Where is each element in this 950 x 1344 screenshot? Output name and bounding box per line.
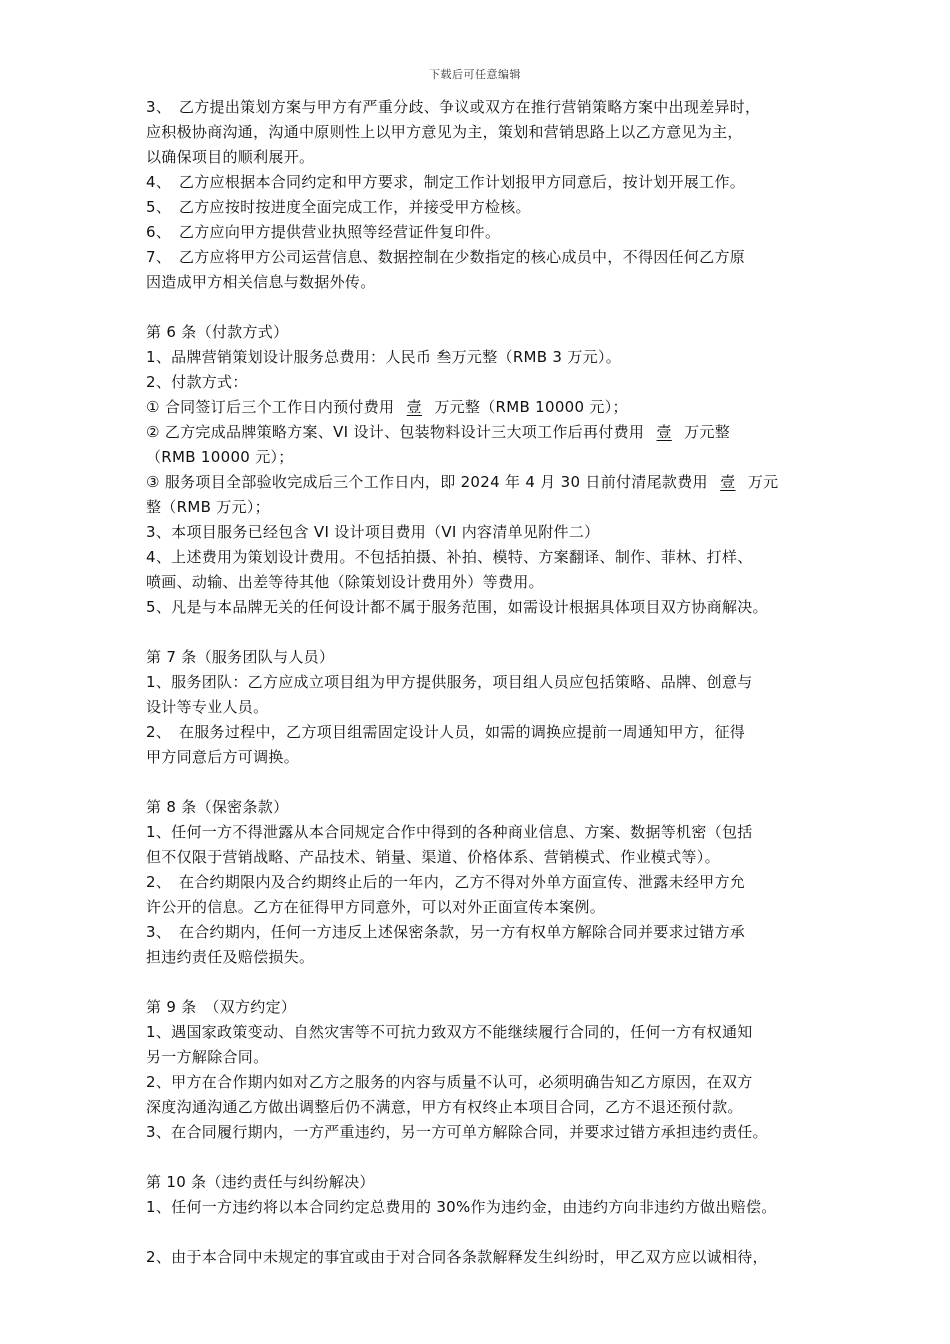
payment-2-text: ② 乙方完成品牌策略方案、VI 设计、包装物料设计三大项工作后再付费用 [146,423,645,441]
payment-3 [146,470,826,495]
section9-item-3: 3、在合同履行期内，一方严重违约，另一方可单方解除合同，并要求过错方承担违约责任。 [146,1123,768,1141]
text-line: 担违约责任及赔偿损失。 [146,948,315,966]
section-spacer [146,770,826,795]
section-10 [146,1170,826,1270]
text-line: 应积极协商沟通，沟通中原则性上以甲方意见为主，策划和营销思路上以乙方意见为主， [146,123,743,141]
section10-item-1: 1、任何一方违约将以本合同约定总费用的 30%作为违约金，由违约方向非违约方做出赔偿。 [146,1198,777,1216]
section10-item-2: 2、由于本合同中未规定的事宜或由于对合同各条款解释发生纠纷时，甲乙双方应以诚相待， [146,1248,768,1266]
payment-3-amount: 壹 [720,473,736,491]
section-9 [146,995,826,1145]
text-line: 甲方同意后方可调换。 [146,748,300,766]
clause-6: 6、 乙方应向甲方提供营业执照等经营证件复印件。 [146,223,501,241]
text-line: 2、 在合约期限内及合约期终止后的一年内，乙方不得对外单方面宣传、泄露未经甲方允 [146,873,746,891]
section-8 [146,795,826,970]
payment-1-text: ① 合同签订后三个工作日内预付费用 [146,398,395,416]
text-line: 设计等专业人员。 [146,698,269,716]
payment-2-unit: 万元整 [684,423,731,441]
payment-2 [146,420,826,445]
payment-method-label: 2、付款方式： [146,373,248,391]
payment-3-text: ③ 服务项目全部验收完成后三个工作日内，即 2024 年 4 月 30 日前付清尾款费用 [146,473,708,491]
clause-3 [146,95,826,170]
text-line: 因造成甲方相关信息与数据外传。 [146,273,376,291]
text-line: 3、 乙方提出策划方案与甲方有严重分歧、争议或双方在推行营销策略方案中出现差异时， [146,98,761,116]
text-line: 另一方解除合同。 [146,1048,269,1066]
clause-4: 4、 乙方应根据本合同约定和甲方要求，制定工作计划报甲方同意后，按计划开展工作。 [146,173,746,191]
payment-1-unit: 万元整（RMB 10000 元）； [434,398,628,416]
section-spacer [146,970,826,995]
payment-1 [146,395,826,420]
section-spacer [146,620,826,645]
clause-7 [146,245,826,295]
text-line: 但不仅限于营销战略、产品技术、销量、渠道、价格体系、营销模式、作业模式等）。 [146,848,720,866]
paragraph-spacer [146,1220,826,1245]
text-line: 2、 在服务过程中，乙方项目组需固定设计人员，如需的调换应提前一周通知甲方，征得 [146,723,746,741]
text-line: 许公开的信息。乙方在征得甲方同意外，可以对外正面宣传本案例。 [146,898,606,916]
text-line: 1、任何一方不得泄露从本合同规定合作中得到的各种商业信息、方案、数据等机密（包括 [146,823,753,841]
payment-3-unit: 万元 [747,473,779,491]
clause-5: 5、 乙方应按时按进度全面完成工作，并接受甲方检核。 [146,198,531,216]
text-line: 3、 在合约期内，任何一方违反上述保密条款，另一方有权单方解除合同并要求过错方承 [146,923,746,941]
text-line: 7、 乙方应将甲方公司运营信息、数据控制在少数指定的核心成员中，不得因任何乙方原 [146,248,746,266]
section-7 [146,645,826,770]
page-header: 下载后可任意编辑 [429,68,521,81]
contract-body [146,95,826,1270]
section-spacer [146,295,826,320]
text-line: 深度沟通沟通乙方做出调整后仍不满意，甲方有权终止本项目合同，乙方不退还预付款。 [146,1098,743,1116]
payment-2-cont: （RMB 10000 元）； [146,448,294,466]
section-title: 第 9 条 （双方约定） [146,998,297,1016]
text-line: 4、上述费用为策划设计费用。不包括拍摄、补拍、模特、方案翻译、制作、菲林、打样、 [146,548,753,566]
text-line: 喷画、动输、出差等待其他（除策划设计费用外）等费用。 [146,573,544,591]
payment-1-amount: 壹 [406,398,422,416]
total-fee: 1、品牌营销策划设计服务总费用：人民币 叁万元整（RMB 3 万元）。 [146,348,622,366]
section-title: 第 6 条（付款方式） [146,323,289,341]
section-title: 第 10 条（违约责任与纠纷解决） [146,1173,375,1191]
text-line: 1、服务团队：乙方应成立项目组为甲方提供服务，项目组人员应包括策略、品牌、创意与 [146,673,753,691]
payment-3-cont: 整（RMB 万元）； [146,498,270,516]
section6-item-3: 3、本项目服务已经包含 VI 设计项目费用（VI 内容清单见附件二） [146,523,600,541]
section6-item-5: 5、凡是与本品牌无关的任何设计都不属于服务范围，如需设计根据具体项目双方协商解决。 [146,598,768,616]
text-line: 以确保项目的顺利展开。 [146,148,315,166]
text-line: 1、遇国家政策变动、自然灾害等不可抗力致双方不能继续履行合同的，任何一方有权通知 [146,1023,753,1041]
section-title: 第 7 条（服务团队与人员） [146,648,335,666]
section-title: 第 8 条（保密条款） [146,798,289,816]
payment-2-amount: 壹 [656,423,672,441]
section-spacer [146,1145,826,1170]
section-6 [146,320,826,620]
text-line: 2、甲方在合作期内如对乙方之服务的内容与质量不认可，必须明确告知乙方原因，在双方 [146,1073,753,1091]
